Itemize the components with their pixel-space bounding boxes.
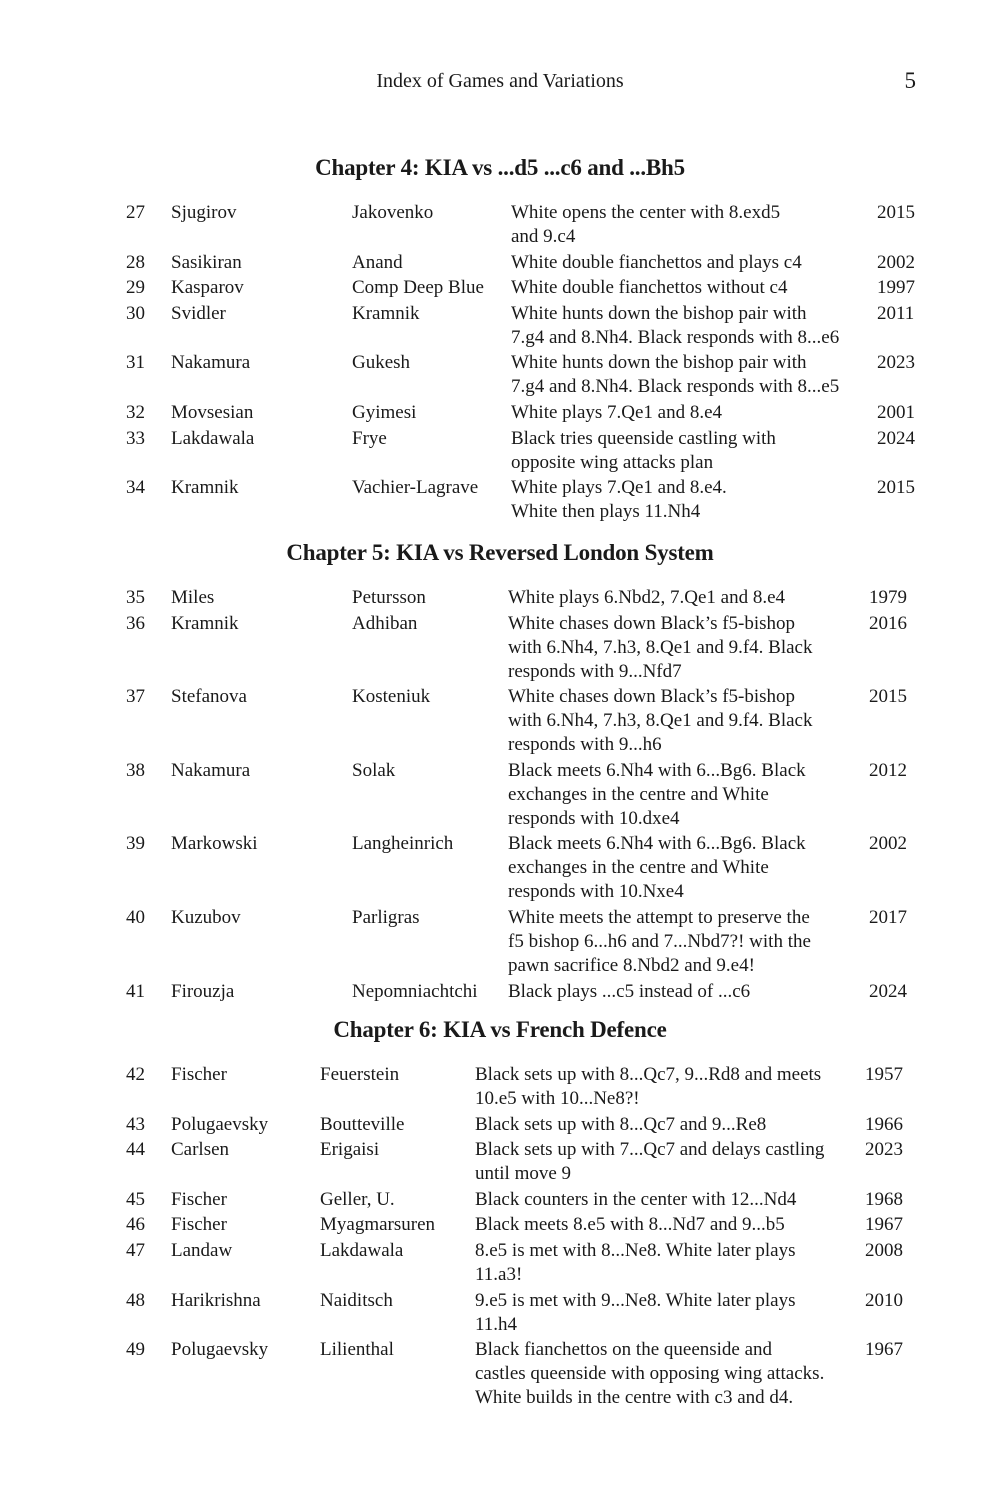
description-line: responds with 10.dxe4 [508,807,680,829]
game-year: 2024 [869,980,907,1002]
game-description [511,401,873,425]
game-description [508,759,853,831]
black-player: Kramnik [352,302,420,324]
description-line: White plays 7.Qe1 and 8.e4 [511,401,723,423]
game-description [475,1338,865,1410]
black-player: Myagmarsuren [320,1214,436,1236]
description-line: Black sets up with 7...Qc7 and delays castling [475,1139,825,1161]
game-description [511,427,873,475]
white-player: Polugaevsky [171,1113,269,1135]
game-year: 2011 [877,302,915,324]
game-row [0,276,1000,302]
game-number: 47 [126,1239,145,1261]
white-player: Kuzubov [171,906,241,928]
game-row [0,427,1000,477]
description-line: with 6.Nh4, 7.h3, 8.Qe1 and 9.f4. Black [508,710,813,732]
description-line: with 6.Nh4, 7.h3, 8.Qe1 and 9.f4. Black [508,636,813,658]
game-list [0,201,1000,526]
description-line: 11.h4 [475,1313,518,1335]
game-year: 1979 [869,587,907,608]
description-line: White plays 7.Qe1 and 8.e4. [511,477,727,499]
description-line: 7.g4 and 8.Nh4. Black responds with 8...e5 [511,376,840,398]
black-player: Lakdawala [320,1239,404,1261]
game-year: 2010 [865,1289,903,1311]
description-line: f5 bishop 6...h6 and 7...Nbd7?! with the [508,930,811,952]
game-year: 2012 [869,759,907,781]
description-line: 10.e5 with 10...Ne8?! [475,1088,640,1109]
description-line: White hunts down the bishop pair with [511,302,807,324]
black-player: Erigaisi [320,1139,380,1161]
description-line: White builds in the centre with c3 and d4. [475,1387,794,1409]
game-number: 43 [126,1113,145,1135]
description-line: 9.e5 is met with 9...Ne8. White later plays [475,1289,796,1311]
game-number: 36 [126,612,145,634]
white-player: Harikrishna [171,1289,261,1311]
chapter-title: Chapter 5: KIA vs Reversed London System [286,540,714,565]
game-number: 37 [126,686,145,708]
black-player: Anand [352,251,403,273]
game-year: 2002 [877,251,915,273]
game-year: 1997 [877,277,915,299]
chapter-6-section [0,1017,1000,1412]
description-line: White then plays 11.Nh4 [511,501,701,523]
game-year: 1968 [865,1188,903,1210]
game-description [508,906,853,978]
game-year: 2015 [869,686,907,708]
game-description [475,1063,865,1111]
game-year: 2002 [869,833,907,855]
description-line: Black meets 6.Nh4 with 6...Bg6. Black [508,759,806,781]
game-year: 1967 [865,1339,903,1361]
white-player: Sasikiran [171,251,242,273]
game-description [508,586,853,610]
game-description [475,1213,865,1237]
description-line: White chases down Black’s f5-bishop [508,686,796,708]
game-number: 42 [126,1064,145,1085]
game-row [0,351,1000,401]
white-player: Lakdawala [171,427,255,449]
description-line: exchanges in the centre and White [508,783,769,805]
game-row [0,1213,1000,1239]
game-row [0,759,1000,833]
game-number: 44 [126,1139,145,1161]
game-year: 1966 [865,1113,903,1135]
game-row [0,906,1000,980]
game-row [0,401,1000,427]
game-year: 1957 [865,1064,903,1085]
game-row [0,1239,1000,1289]
game-year: 1967 [865,1214,903,1236]
game-number: 28 [126,251,145,273]
white-player: Nakamura [171,352,251,374]
black-player: Frye [352,427,387,449]
white-player: Markowski [171,833,258,855]
game-year: 2023 [877,352,915,374]
description-line: and 9.c4 [511,226,576,247]
description-line: White double fianchettos and plays c4 [511,251,802,273]
game-number: 27 [126,202,145,223]
game-description [511,201,873,249]
description-line: responds with 9...Nfd7 [508,660,682,682]
description-line: pawn sacrifice 8.Nbd2 and 9.e4! [508,954,755,976]
description-line: Black fianchettos on the queenside and [475,1339,773,1361]
white-player: Fischer [171,1214,227,1236]
white-player: Kramnik [171,612,239,634]
game-description [511,476,873,524]
white-player: Firouzja [171,980,235,1002]
black-player: Petursson [352,587,426,608]
game-row [0,612,1000,686]
game-row [0,1188,1000,1214]
black-player: Boutteville [320,1113,405,1135]
game-number: 32 [126,401,145,423]
game-description [508,612,853,684]
black-player: Vachier-Lagrave [352,477,479,499]
game-year: 2024 [877,427,915,449]
game-number: 45 [126,1188,145,1210]
game-row [0,302,1000,352]
game-number: 34 [126,477,145,499]
game-row [0,1138,1000,1188]
white-player: Kasparov [171,277,244,299]
game-row [0,685,1000,759]
game-year: 2017 [869,906,907,928]
description-line: Black plays ...c5 instead of ...c6 [508,980,751,1002]
white-player: Carlsen [171,1139,230,1161]
description-line: responds with 10.Nxe4 [508,881,684,903]
description-line: White double fianchettos without c4 [511,277,788,299]
chapter-title: Chapter 6: KIA vs French Defence [333,1017,667,1042]
chapter-4-section [0,155,1000,526]
game-description [475,1239,865,1287]
game-row [0,476,1000,526]
description-line: White meets the attempt to preserve the [508,906,810,928]
game-year: 2015 [877,477,915,499]
game-number: 40 [126,906,145,928]
white-player: Svidler [171,302,226,324]
black-player: Kosteniuk [352,686,431,708]
description-line: Black sets up with 8...Qc7, 9...Rd8 and meets [475,1064,822,1085]
game-description [508,980,853,1004]
game-year: 2008 [865,1239,903,1261]
description-line: exchanges in the centre and White [508,857,769,879]
game-number: 41 [126,980,145,1002]
running-head: Index of Games and Variations [376,70,624,92]
black-player: Solak [352,759,396,781]
game-number: 48 [126,1289,145,1311]
black-player: Adhiban [352,612,418,634]
black-player: Naiditsch [320,1289,393,1311]
game-description [475,1188,865,1212]
game-list [0,1063,1000,1412]
game-description [475,1113,865,1137]
white-player: Polugaevsky [171,1339,269,1361]
white-player: Fischer [171,1188,227,1210]
game-number: 35 [126,587,145,608]
white-player: Stefanova [171,686,247,708]
game-number: 49 [126,1339,145,1361]
game-number: 29 [126,277,145,299]
game-row [0,832,1000,906]
black-player: Parligras [352,906,420,928]
game-number: 39 [126,833,145,855]
game-description [508,685,853,757]
game-year: 2001 [877,401,915,423]
description-line: castles queenside with opposing wing attacks. [475,1363,825,1385]
description-line: opposite wing attacks plan [511,451,714,473]
description-line: White hunts down the bishop pair with [511,352,807,374]
white-player: Landaw [171,1239,233,1261]
description-line: Black tries queenside castling with [511,427,776,449]
game-number: 31 [126,352,145,374]
white-player: Kramnik [171,477,239,499]
white-player: Movsesian [171,401,254,423]
game-number: 38 [126,759,145,781]
game-description [475,1138,865,1186]
black-player: Lilienthal [320,1339,394,1361]
description-line: Black meets 6.Nh4 with 6...Bg6. Black [508,833,806,855]
description-line: 7.g4 and 8.Nh4. Black responds with 8...e6 [511,326,840,348]
black-player: Feuerstein [320,1064,400,1085]
game-year: 2023 [865,1139,903,1161]
game-row [0,201,1000,251]
game-row [0,1289,1000,1339]
white-player: Sjugirov [171,202,237,223]
description-line: White plays 6.Nbd2, 7.Qe1 and 8.e4 [508,587,786,608]
black-player: Jakovenko [352,202,434,223]
game-row [0,1063,1000,1113]
black-player: Gukesh [352,352,411,374]
game-description [511,351,873,399]
game-list [0,586,1000,1005]
black-player: Gyimesi [352,401,417,423]
black-player: Geller, U. [320,1188,395,1210]
description-line: White opens the center with 8.exd5 [511,202,781,223]
game-description [475,1289,865,1337]
chapter-5-section [0,540,1000,1005]
game-row [0,1113,1000,1139]
description-line: 8.e5 is met with 8...Ne8. White later plays [475,1239,796,1261]
description-line: until move 9 [475,1163,572,1185]
black-player: Comp Deep Blue [352,277,484,299]
game-description [511,251,873,275]
game-number: 46 [126,1214,145,1236]
game-row [0,586,1000,612]
white-player: Nakamura [171,759,251,781]
game-year: 2015 [877,202,915,223]
game-row [0,980,1000,1006]
white-player: Fischer [171,1064,227,1085]
description-line: Black meets 8.e5 with 8...Nd7 and 9...b5 [475,1214,785,1236]
game-description [508,832,853,904]
game-row [0,251,1000,277]
game-description [511,276,873,300]
description-line: 11.a3! [475,1263,523,1285]
black-player: Langheinrich [352,833,454,855]
description-line: White chases down Black’s f5-bishop [508,612,796,634]
game-year: 2016 [869,612,907,634]
description-line: Black counters in the center with 12...Nd4 [475,1188,797,1210]
page-number: 5 [904,68,916,93]
white-player: Miles [171,587,215,608]
chapter-title: Chapter 4: KIA vs ...d5 ...c6 and ...Bh5 [315,155,685,180]
black-player: Nepomniachtchi [352,980,478,1002]
game-number: 33 [126,427,145,449]
description-line: responds with 9...h6 [508,734,662,756]
game-number: 30 [126,302,145,324]
game-row [0,1338,1000,1412]
game-description [511,302,873,350]
description-line: Black sets up with 8...Qc7 and 9...Re8 [475,1113,767,1135]
